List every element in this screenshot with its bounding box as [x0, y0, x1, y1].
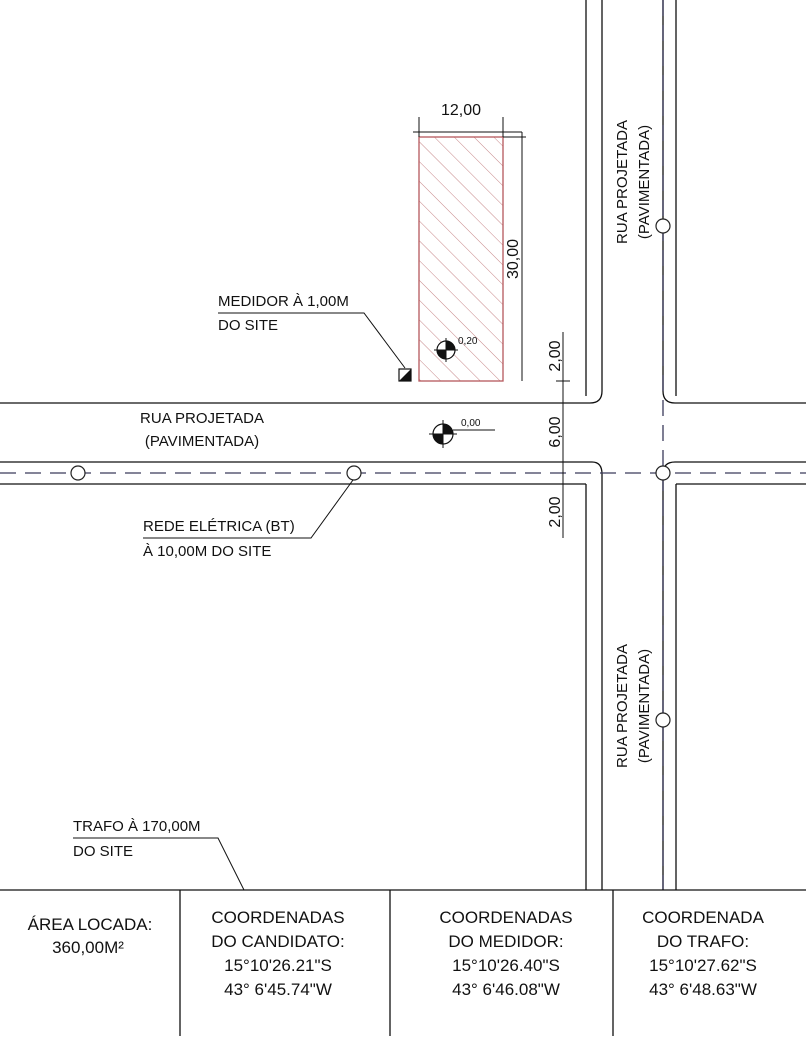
trafo-callout-line2: DO SITE [73, 843, 134, 860]
rede-callout-line1: REDE ELÉTRICA (BT) [143, 518, 295, 535]
trafo-lat: 15°10'27.62"S [649, 956, 757, 975]
rede-callout-line2: À 10,00M DO SITE [143, 543, 272, 560]
candidato-lat: 15°10'26.21"S [224, 956, 332, 975]
street-dim-middle: 6,00 [547, 416, 564, 448]
bottom-street-surface: (PAVIMENTADA) [636, 648, 653, 764]
pole-marker [656, 466, 670, 480]
trafo-title-1: COORDENADA [642, 908, 764, 927]
top-street-name: RUA PROJETADA [614, 120, 631, 244]
trafo-lon: 43° 6'48.63"W [649, 980, 757, 999]
pole-marker [347, 466, 361, 480]
street-dim-bottom: 2,00 [547, 496, 564, 528]
pole-marker [656, 713, 670, 727]
medidor-callout-line1: MEDIDOR À 1,00M [218, 293, 349, 310]
medidor-lon: 43° 6'46.08"W [452, 980, 560, 999]
top-street-surface: (PAVIMENTADA) [636, 124, 653, 240]
street-elevation-label: 0,00 [461, 418, 481, 429]
medidor-callout-line2: DO SITE [218, 317, 279, 334]
main-street-surface: (PAVIMENTADA) [144, 433, 260, 450]
candidato-title-1: COORDENADAS [211, 908, 345, 927]
bottom-street-name: RUA PROJETADA [614, 644, 631, 768]
street-dim-top: 2,00 [547, 340, 564, 372]
meter-icon [399, 369, 411, 381]
area-label: ÁREA LOCADA: [27, 915, 153, 934]
medidor-title-1: COORDENADAS [439, 908, 573, 927]
medidor-title-2: DO MEDIDOR: [448, 932, 564, 951]
trafo-callout-line1: TRAFO À 170,00M [73, 818, 201, 835]
area-value: 360,00M² [52, 938, 124, 957]
candidato-lon: 43° 6'45.74"W [224, 980, 332, 999]
medidor-lat: 15°10'26.40"S [452, 956, 560, 975]
site-width-label: 12,00 [440, 102, 482, 119]
site-width-dimension [413, 117, 522, 137]
candidato-title-2: DO CANDIDATO: [211, 932, 345, 951]
pole-marker [656, 219, 670, 233]
trafo-title-2: DO TRAFO: [656, 932, 750, 951]
pole-marker [71, 466, 85, 480]
main-street-name: RUA PROJETADA [140, 410, 264, 427]
site-length-label: 30,00 [505, 238, 522, 280]
site-elevation-label: 0,20 [458, 336, 478, 347]
